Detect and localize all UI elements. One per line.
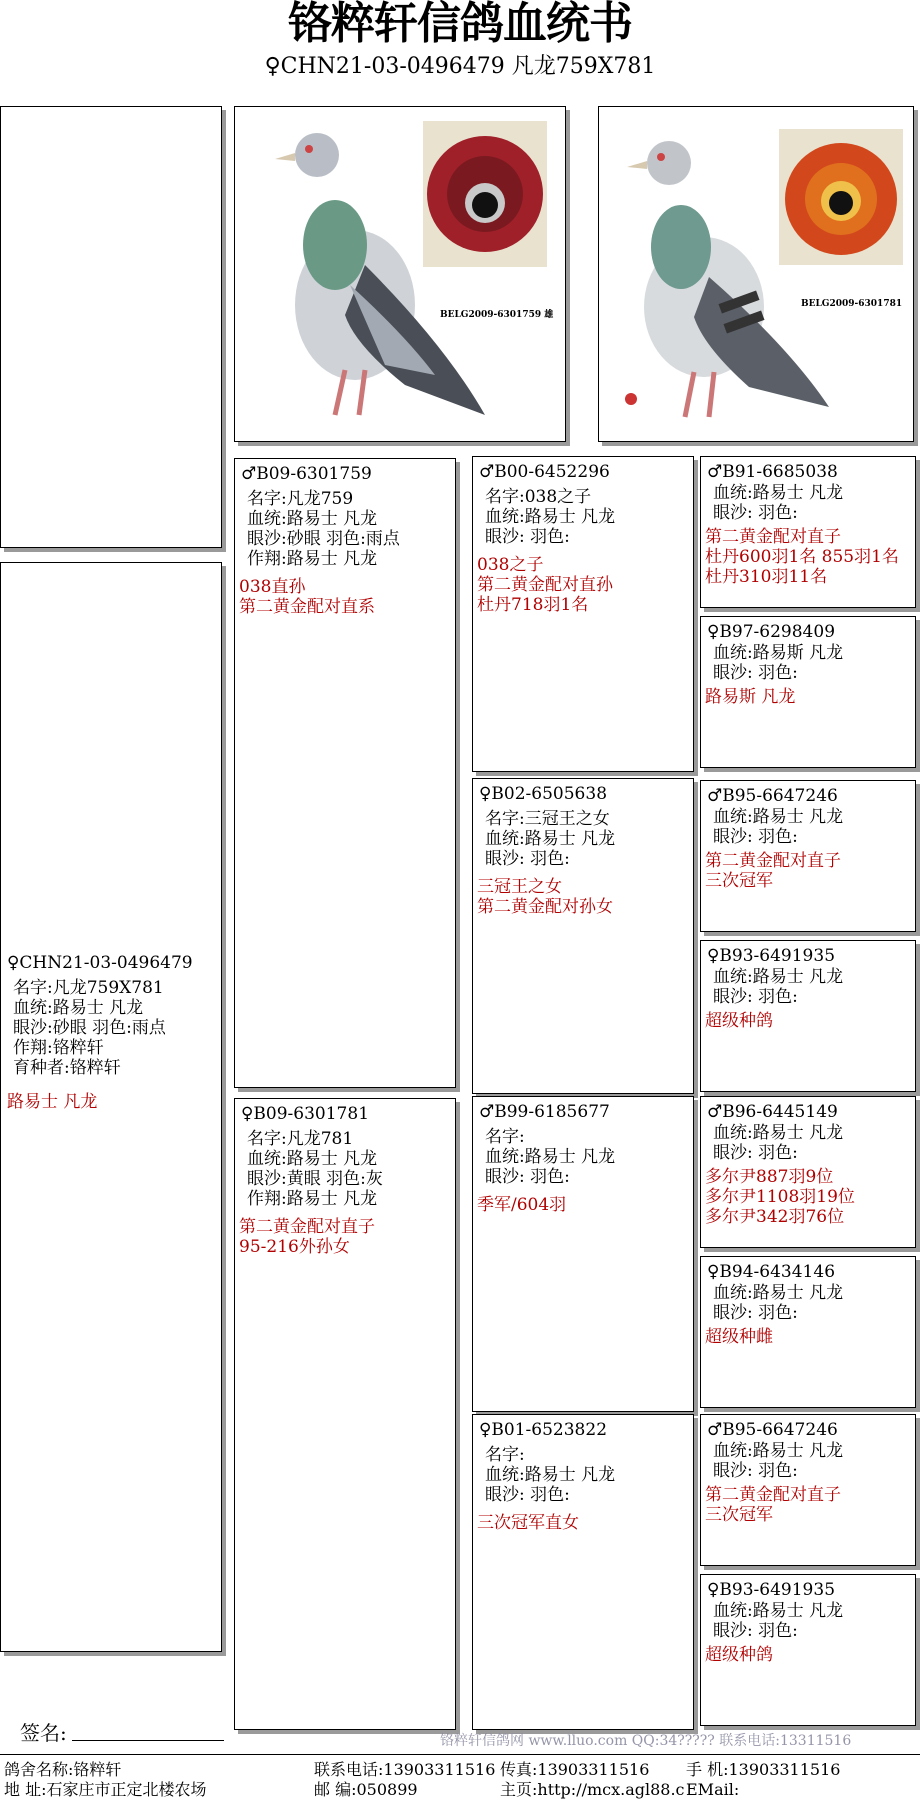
great-grandparent-info: [701, 1601, 915, 1641]
great-grandparent-info: [701, 967, 915, 1007]
footer-divider: [0, 1754, 920, 1755]
great-grandparent-bloodline: 血统:路易士 凡龙: [713, 967, 844, 987]
subject-note: 路易士 凡龙: [7, 1092, 98, 1112]
great-grandparent-info: [701, 483, 915, 523]
granddam-paternal-card: [472, 778, 694, 1094]
grandparent-name: 名字:: [485, 1127, 525, 1147]
sire-card: [234, 458, 456, 1088]
subject-card: [0, 562, 222, 1652]
grandparent-eye-color: 眼沙: 羽色:: [485, 527, 570, 547]
email: EMail:: [686, 1780, 740, 1799]
great-grandparent-note: 杜丹310羽11名: [705, 567, 828, 587]
great-grandparent-bloodline: 血统:路易士 凡龙: [713, 1441, 844, 1461]
grandparent-bloodline: 血统:路易士 凡龙: [485, 1465, 616, 1485]
great-grandparent-card-1: [700, 456, 916, 608]
great-grandparent-note: 多尔尹887羽9位: [705, 1167, 834, 1187]
sire-name: 名字:凡龙759: [247, 489, 354, 509]
great-grandparent-notes: [701, 1163, 915, 1227]
phone: 联系电话:13903311516: [314, 1760, 496, 1779]
grandparent-name: 名字:: [485, 1445, 525, 1465]
sire-eye-color: 眼沙:砂眼 羽色:雨点: [247, 529, 400, 549]
grandparent-info: [473, 1441, 693, 1505]
dam-note: 95-216外孙女: [239, 1237, 350, 1257]
great-grandparent-eye-color: 眼沙: 羽色:: [713, 827, 798, 847]
subject-breeder: 育种者:铬粹轩: [13, 1058, 121, 1078]
grandparent-note: 第二黄金配对直孙: [477, 575, 613, 595]
grandparent-bloodline: 血统:路易士 凡龙: [485, 829, 616, 849]
dam-eye-color: 眼沙:黄眼 羽色:灰: [247, 1169, 383, 1189]
great-grandparent-bloodline: 血统:路易士 凡龙: [713, 807, 844, 827]
sire-notes: [235, 569, 455, 617]
dam-ring-number: ♀B09-6301781: [241, 1104, 370, 1124]
subject-eye-color: 眼沙:砂眼 羽色:雨点: [13, 1018, 166, 1038]
great-grandparent-eye-color: 眼沙: 羽色:: [713, 1303, 798, 1323]
great-grandparent-eye-color: 眼沙: 羽色:: [713, 1461, 798, 1481]
great-grandparent-ring-number: ♀B94-6434146: [707, 1262, 836, 1282]
sire-info: [235, 485, 455, 569]
grandparent-ring-number: ♀B01-6523822: [479, 1420, 608, 1440]
grandparent-eye-color: 眼沙: 羽色:: [485, 1167, 570, 1187]
great-grandparent-bloodline: 血统:路易士 凡龙: [713, 1283, 844, 1303]
sire-eye-image: [423, 121, 547, 267]
great-grandparent-info: [701, 1123, 915, 1163]
great-grandparent-ring-number: ♂B96-6445149: [707, 1102, 838, 1122]
subject-name: 名字:凡龙759X781: [13, 978, 164, 998]
great-grandparent-note: 三次冠军: [705, 1505, 773, 1525]
grandparent-note: 第二黄金配对孙女: [477, 897, 613, 917]
sire-bloodline: 血统:路易士 凡龙: [247, 509, 378, 529]
great-grandparent-note: 三次冠军: [705, 871, 773, 891]
great-grandparent-info: [701, 643, 915, 683]
great-grandparent-note: 多尔尹1108羽19位: [705, 1187, 855, 1207]
great-grandparent-ring-number: ♀B93-6491935: [707, 1580, 836, 1600]
great-grandparent-card-8: [700, 1574, 916, 1726]
subject-flyer: 作翔:铬粹轩: [13, 1038, 104, 1058]
great-grandparent-info: [701, 1441, 915, 1481]
great-grandparent-ring-number: ♂B91-6685038: [707, 462, 838, 482]
grandparent-notes: [473, 547, 693, 615]
homepage-link[interactable]: 主页:http://mcx.agl88.c: [500, 1780, 685, 1799]
great-grandparent-ring-number: ♂B95-6647246: [707, 1420, 838, 1440]
fax: 传真:13903311516: [500, 1760, 650, 1779]
grandparent-notes: [473, 869, 693, 917]
grandparent-ring-number: ♂B99-6185677: [479, 1102, 610, 1122]
great-grandparent-card-2: [700, 616, 916, 768]
grandparent-info: [473, 483, 693, 547]
great-grandparent-note: 杜丹600羽1名 855羽1名: [705, 547, 899, 567]
great-grandparent-eye-color: 眼沙: 羽色:: [713, 1621, 798, 1641]
great-grandparent-notes: [701, 1323, 915, 1347]
dam-photo-card: [598, 106, 914, 442]
grandparent-name: 名字:038之子: [485, 487, 592, 507]
sire-photo-card: [234, 106, 566, 442]
dam-eye-image: [779, 129, 903, 265]
grandparent-note: 038之子: [477, 555, 544, 575]
subject-notes: [1, 1078, 221, 1112]
great-grandparent-eye-color: 眼沙: 羽色:: [713, 503, 798, 523]
grandparent-ring-number: ♂B00-6452296: [479, 462, 610, 482]
great-grandparent-notes: [701, 683, 915, 707]
great-grandparent-info: [701, 1283, 915, 1323]
subject-ring-number: ♀CHN21-03-0496479: [7, 953, 193, 973]
great-grandparent-card-3: [700, 780, 916, 932]
dam-bloodline: 血统:路易士 凡龙: [247, 1149, 378, 1169]
empty-panel: [0, 106, 222, 548]
great-grandparent-note: 多尔尹342羽76位: [705, 1207, 845, 1227]
sire-flyer: 作翔:路易士 凡龙: [247, 549, 378, 569]
dam-name: 名字:凡龙781: [247, 1129, 354, 1149]
sire-eye-caption: BELG2009-6301759 雄: [440, 310, 554, 320]
grandparent-note: 季军/604羽: [477, 1195, 567, 1215]
great-grandparent-card-4: [700, 940, 916, 1092]
grandparent-eye-color: 眼沙: 羽色:: [485, 1485, 570, 1505]
dam-flyer: 作翔:路易士 凡龙: [247, 1189, 378, 1209]
great-grandparent-notes: [701, 1007, 915, 1031]
great-grandparent-eye-color: 眼沙: 羽色:: [713, 663, 798, 683]
subject-bloodline: 血统:路易士 凡龙: [13, 998, 144, 1018]
grandparent-bloodline: 血统:路易士 凡龙: [485, 507, 616, 527]
grandparent-bloodline: 血统:路易士 凡龙: [485, 1147, 616, 1167]
grandparent-notes: [473, 1505, 693, 1533]
great-grandparent-info: [701, 807, 915, 847]
dam-info: [235, 1125, 455, 1209]
sire-note: 第二黄金配对直系: [239, 597, 375, 617]
grandparent-notes: [473, 1187, 693, 1215]
postcode: 邮 编:050899: [314, 1780, 418, 1799]
page-title: 铬粹轩信鸽血统书: [288, 0, 632, 49]
grandparent-note: 杜丹718羽1名: [477, 595, 589, 615]
page-subtitle: ♀CHN21-03-0496479 凡龙759X781: [264, 54, 656, 79]
great-grandparent-note: 第二黄金配对直子: [705, 527, 841, 547]
watermark-text: 铬粹轩信鸽网 www.lluo.com QQ:34????? 联系电话:13311516: [440, 1733, 852, 1749]
great-grandparent-notes: [701, 1481, 915, 1525]
dam-note: 第二黄金配对直子: [239, 1217, 375, 1237]
great-grandparent-note: 路易斯 凡龙: [705, 687, 796, 707]
great-grandparent-note: 超级种鸽: [705, 1011, 773, 1031]
great-grandparent-notes: [701, 847, 915, 891]
signature-label: 签名:: [20, 1721, 67, 1745]
sire-ring-number: ♂B09-6301759: [241, 464, 372, 484]
great-grandparent-note: 超级种雌: [705, 1327, 773, 1347]
address: 地 址:石家庄市正定北楼农场: [4, 1780, 207, 1799]
subject-info: [1, 974, 221, 1078]
great-grandparent-bloodline: 血统:路易士 凡龙: [713, 483, 844, 503]
loft-name: 鸽舍名称:铬粹轩: [4, 1760, 122, 1779]
great-grandparent-bloodline: 血统:路易士 凡龙: [713, 1123, 844, 1143]
great-grandparent-bloodline: 血统:路易斯 凡龙: [713, 643, 844, 663]
grandparent-info: [473, 1123, 693, 1187]
grandparent-name: 名字:三冠王之女: [485, 809, 610, 829]
great-grandparent-eye-color: 眼沙: 羽色:: [713, 1143, 798, 1163]
grandparent-info: [473, 805, 693, 869]
great-grandparent-eye-color: 眼沙: 羽色:: [713, 987, 798, 1007]
great-grandparent-card-7: [700, 1414, 916, 1566]
great-grandparent-card-5: [700, 1096, 916, 1248]
signature-line: [72, 1740, 224, 1741]
great-grandparent-note: 第二黄金配对直子: [705, 1485, 841, 1505]
dam-notes: [235, 1209, 455, 1257]
great-grandparent-note: 超级种鸽: [705, 1645, 773, 1665]
mobile: 手 机:13903311516: [686, 1760, 841, 1779]
great-grandparent-note: 第二黄金配对直子: [705, 851, 841, 871]
grandsire-paternal-card: [472, 456, 694, 772]
grandsire-maternal-card: [472, 1096, 694, 1412]
great-grandparent-card-6: [700, 1256, 916, 1408]
grandparent-note: 三次冠军直女: [477, 1513, 579, 1533]
grandparent-note: 三冠王之女: [477, 877, 562, 897]
grandparent-ring-number: ♀B02-6505638: [479, 784, 608, 804]
grandparent-eye-color: 眼沙: 羽色:: [485, 849, 570, 869]
great-grandparent-ring-number: ♀B97-6298409: [707, 622, 836, 642]
great-grandparent-ring-number: ♂B95-6647246: [707, 786, 838, 806]
great-grandparent-notes: [701, 523, 915, 587]
granddam-maternal-card: [472, 1414, 694, 1730]
great-grandparent-ring-number: ♀B93-6491935: [707, 946, 836, 966]
great-grandparent-bloodline: 血统:路易士 凡龙: [713, 1601, 844, 1621]
dam-eye-caption: BELG2009-6301781: [801, 299, 903, 309]
great-grandparent-notes: [701, 1641, 915, 1665]
dam-card: [234, 1098, 456, 1730]
sire-note: 038直孙: [239, 577, 306, 597]
